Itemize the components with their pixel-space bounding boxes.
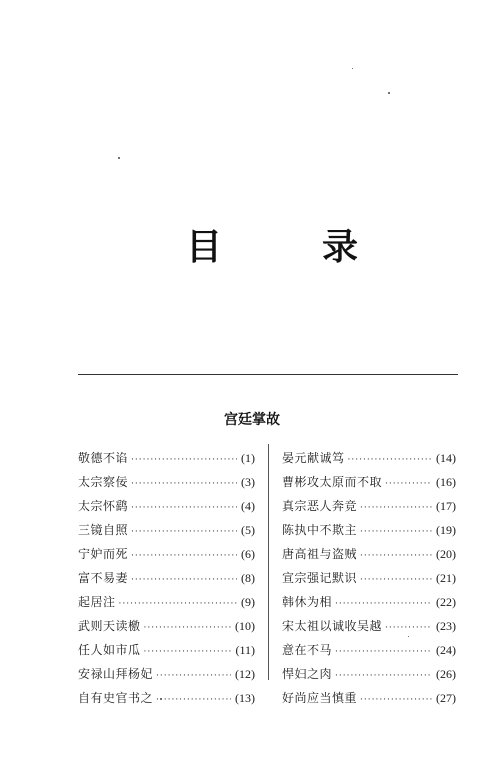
toc-dot-leader [119, 592, 237, 616]
toc-dot-leader [360, 568, 432, 592]
toc-page-number: (6) [241, 547, 255, 561]
toc-page-number: (17) [436, 499, 456, 513]
toc-page-number: (16) [436, 475, 456, 489]
toc-entry-title: 武则天读檄 [78, 619, 141, 633]
toc-entry[interactable] [282, 518, 456, 542]
toc-page-number: (1) [241, 451, 255, 465]
toc-entry-title: 太宗怀鹞 [78, 499, 129, 513]
scan-speck [118, 157, 120, 159]
toc-entry[interactable] [282, 470, 456, 494]
toc-dot-leader [348, 448, 432, 472]
toc-page-number: (13) [235, 691, 255, 705]
toc-page-number: (8) [241, 571, 255, 585]
toc-entry[interactable] [282, 494, 456, 518]
toc-entry[interactable] [78, 614, 255, 638]
toc-dot-leader [360, 688, 432, 712]
toc-page-number: (9) [241, 595, 255, 609]
toc-entry[interactable] [78, 590, 255, 614]
toc-entry-title: 陈执中不欺主 [282, 523, 358, 537]
toc-page-number: (14) [436, 451, 456, 465]
toc-entry[interactable] [78, 446, 255, 470]
toc-page-number: (22) [436, 595, 456, 609]
toc-entry[interactable] [78, 662, 255, 686]
toc-dot-leader [335, 640, 432, 664]
toc-page-number: (3) [241, 475, 255, 489]
toc-entry[interactable] [78, 686, 255, 710]
toc-dot-leader [385, 472, 432, 496]
toc-page-number: (4) [241, 499, 255, 513]
toc-entry[interactable] [282, 590, 456, 614]
toc-dot-leader [360, 544, 432, 568]
toc-entry-title: 唐高祖与盗贼 [282, 547, 358, 561]
toc-entry[interactable] [282, 566, 456, 590]
toc-page-number: (12) [235, 667, 255, 681]
toc-page-number: (21) [436, 571, 456, 585]
toc-page-number: (26) [436, 667, 456, 681]
toc-entry[interactable] [78, 542, 255, 566]
toc-page-number: (24) [436, 643, 456, 657]
toc-entry-title: 宣宗强记默识 [282, 571, 358, 585]
toc-entry-title: 自有史官书之 [78, 691, 154, 705]
toc-entry-title: 悍妇之肉 [282, 667, 333, 681]
toc-entry[interactable] [78, 470, 255, 494]
toc-page-number: (19) [436, 523, 456, 537]
toc-entry-title: 富不易妻 [78, 571, 129, 585]
toc-dot-leader [144, 616, 231, 640]
toc-entry-title: 安禄山拜杨妃 [78, 667, 154, 681]
toc-dot-leader [156, 688, 231, 712]
toc-dot-leader [335, 592, 432, 616]
toc-entry[interactable] [282, 686, 456, 710]
scan-speck [408, 636, 409, 637]
toc-entry-title: 宋太祖以诚收吴越 [282, 619, 383, 633]
toc-entry[interactable] [282, 638, 456, 662]
toc-dot-leader [360, 520, 432, 544]
toc-entry-title: 曹彬攻太原而不取 [282, 475, 383, 489]
toc-dot-leader [131, 544, 237, 568]
toc-entry-title: 真宗恶人奔竞 [282, 499, 358, 513]
toc-page-number: (10) [235, 619, 255, 633]
page-title [0, 226, 504, 270]
toc-entry[interactable] [282, 662, 456, 686]
toc-page-number: (5) [241, 523, 255, 537]
toc-dot-leader [156, 664, 231, 688]
toc-entry-title: 好尚应当慎重 [282, 691, 358, 705]
toc-page-number: (20) [436, 547, 456, 561]
toc-dot-leader [144, 640, 232, 664]
toc-entry[interactable] [78, 518, 255, 542]
toc-entry-title: 三镜自照 [78, 523, 129, 537]
toc-column-left [78, 446, 255, 710]
toc-dot-leader [131, 448, 237, 472]
toc-entry[interactable] [78, 494, 255, 518]
toc-entry-title: 宁妒而死 [78, 547, 129, 561]
toc-entry-title: 任人如市瓜 [78, 643, 141, 657]
horizontal-rule [78, 374, 458, 375]
toc-entry[interactable] [282, 542, 456, 566]
toc-dot-leader [335, 664, 432, 688]
toc-page-number: (23) [436, 619, 456, 633]
toc-entry-title: 意在不马 [282, 643, 333, 657]
toc-column-right [282, 446, 456, 710]
toc-entry-title: 晏元献诚笃 [282, 451, 345, 465]
section-heading: 宫廷掌故 [224, 412, 280, 428]
toc-entry-title: 起居注 [78, 595, 116, 609]
title-char-2: 录 [322, 227, 359, 268]
toc-entry[interactable] [78, 638, 255, 662]
toc-dot-leader [131, 568, 237, 592]
scan-speck [388, 92, 390, 94]
toc-entry[interactable] [78, 566, 255, 590]
toc-page-number: (11) [235, 643, 255, 657]
toc-entry[interactable] [282, 614, 456, 638]
toc-dot-leader [131, 496, 237, 520]
column-divider [268, 444, 269, 680]
toc-entry-title: 敬德不谄 [78, 451, 129, 465]
scan-speck [352, 68, 353, 69]
title-char-1: 目 [186, 227, 223, 268]
toc-dot-leader [131, 472, 237, 496]
toc-entry-title: 韩休为相 [282, 595, 333, 609]
toc-dot-leader [131, 520, 237, 544]
toc-entry[interactable] [282, 446, 456, 470]
scan-speck [160, 698, 162, 700]
toc-dot-leader [360, 496, 432, 520]
toc-entry-title: 太宗察佞 [78, 475, 129, 489]
toc-page-number: (27) [436, 691, 456, 705]
